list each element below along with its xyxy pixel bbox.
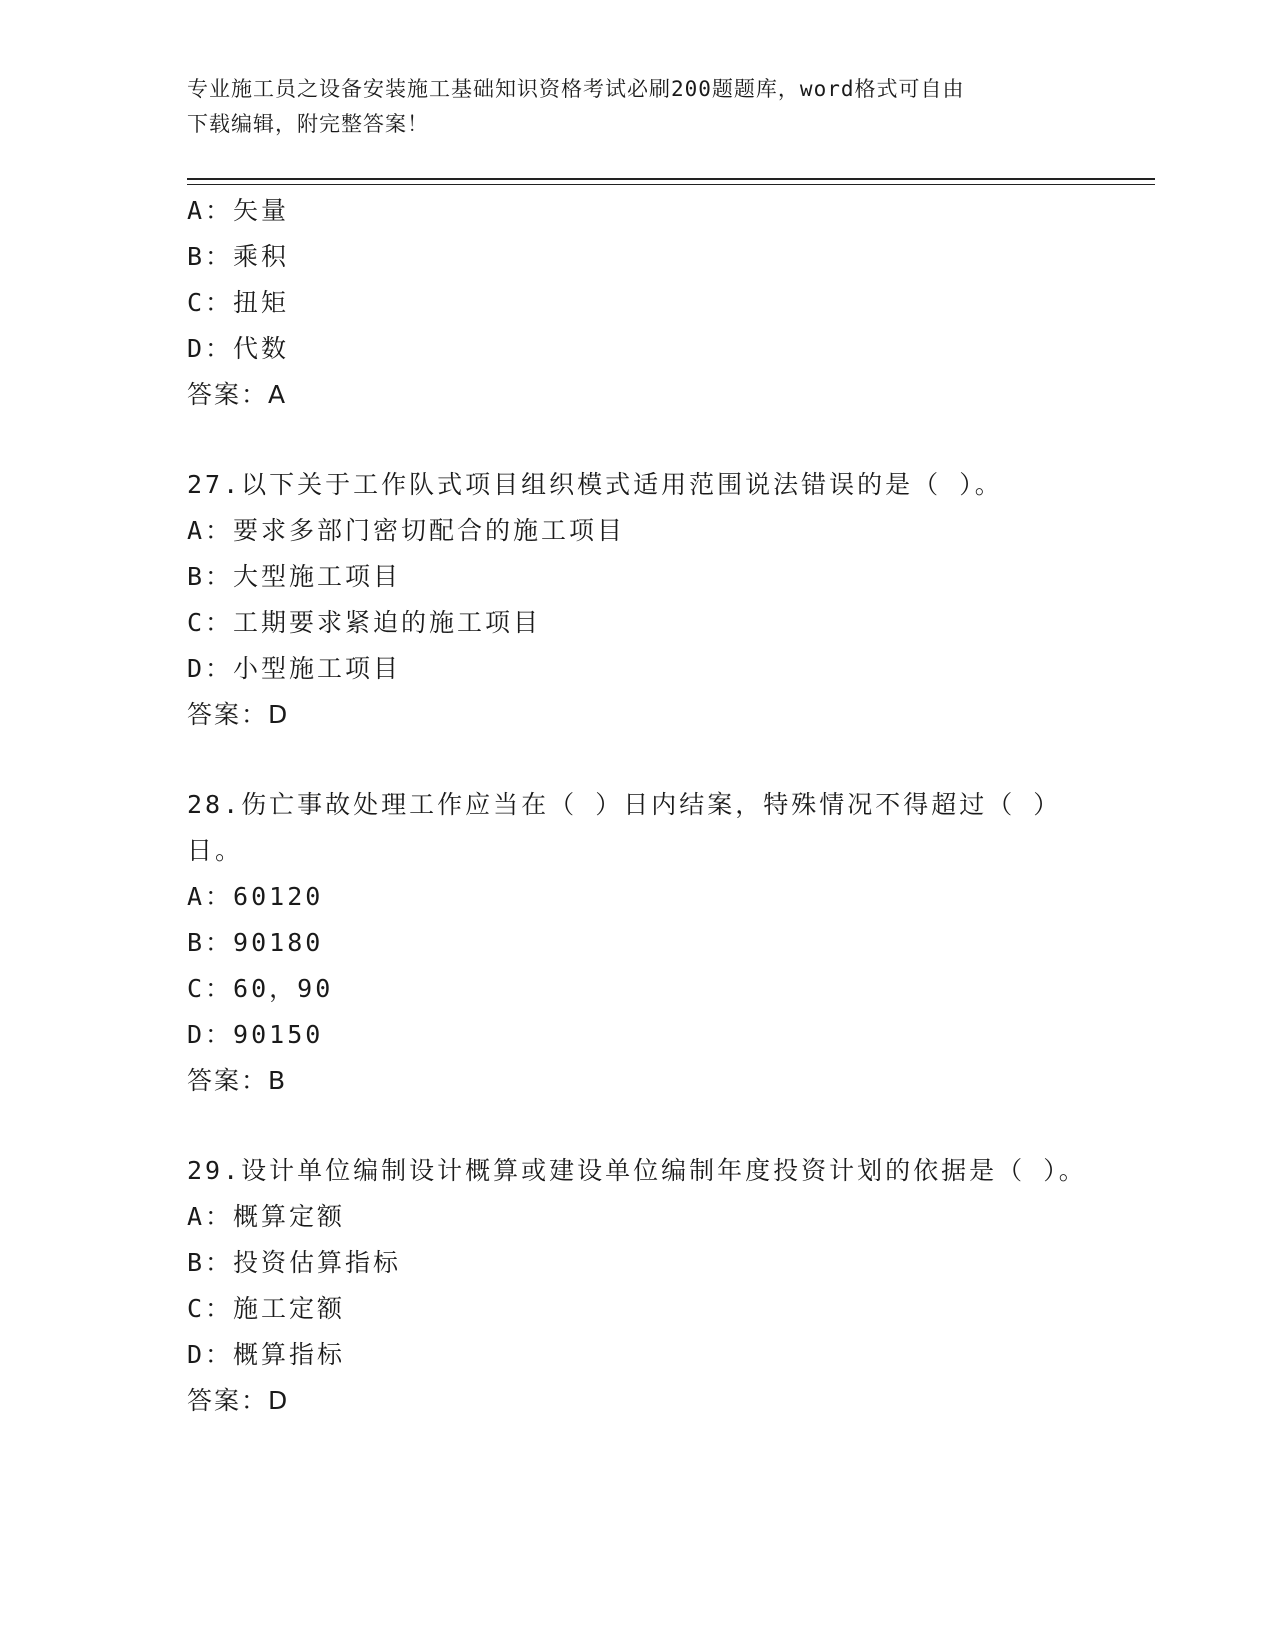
question-text: 28.伤亡事故处理工作应当在（ ）日内结案，特殊情况不得超过（ ）日。 xyxy=(187,790,1062,865)
option-c: C：施工定额 xyxy=(187,1294,346,1323)
option-b: B：大型施工项目 xyxy=(187,562,402,591)
answer: 答案：D xyxy=(187,1386,290,1415)
option-b: B：90180 xyxy=(187,928,324,957)
option-a: A：要求多部门密切配合的施工项目 xyxy=(187,516,626,545)
option-c: C：工期要求紧迫的施工项目 xyxy=(187,608,542,637)
question-block-26 xyxy=(187,188,1107,418)
header-divider-thick xyxy=(187,178,1155,180)
header-divider-thin xyxy=(187,184,1155,185)
answer: 答案：A xyxy=(187,380,288,409)
option-d: D：90150 xyxy=(187,1020,324,1049)
answer: 答案：D xyxy=(187,700,290,729)
option-a: A：概算定额 xyxy=(187,1202,346,1231)
question-block-27 xyxy=(187,462,1107,738)
document-header xyxy=(187,72,1087,142)
answer: 答案：B xyxy=(187,1066,288,1095)
option-c: C：60，90 xyxy=(187,974,334,1003)
option-b: B：乘积 xyxy=(187,242,290,271)
question-list xyxy=(187,188,1107,1424)
question-block-28 xyxy=(187,782,1107,1104)
question-block-29 xyxy=(187,1148,1107,1424)
option-b: B：投资估算指标 xyxy=(187,1248,402,1277)
header-line-1: 专业施工员之设备安装施工基础知识资格考试必刷200题题库，word格式可自由 xyxy=(187,77,965,101)
option-d: D：代数 xyxy=(187,334,290,363)
option-c: C：扭矩 xyxy=(187,288,290,317)
question-text: 27.以下关于工作队式项目组织模式适用范围说法错误的是（ ）。 xyxy=(187,470,1003,499)
option-d: D：小型施工项目 xyxy=(187,654,402,683)
option-a: A：矢量 xyxy=(187,196,290,225)
header-line-2: 下载编辑，附完整答案！ xyxy=(187,112,429,136)
option-d: D：概算指标 xyxy=(187,1340,346,1369)
option-a: A：60120 xyxy=(187,882,324,911)
question-text: 29.设计单位编制设计概算或建设单位编制年度投资计划的依据是（ ）。 xyxy=(187,1156,1087,1185)
